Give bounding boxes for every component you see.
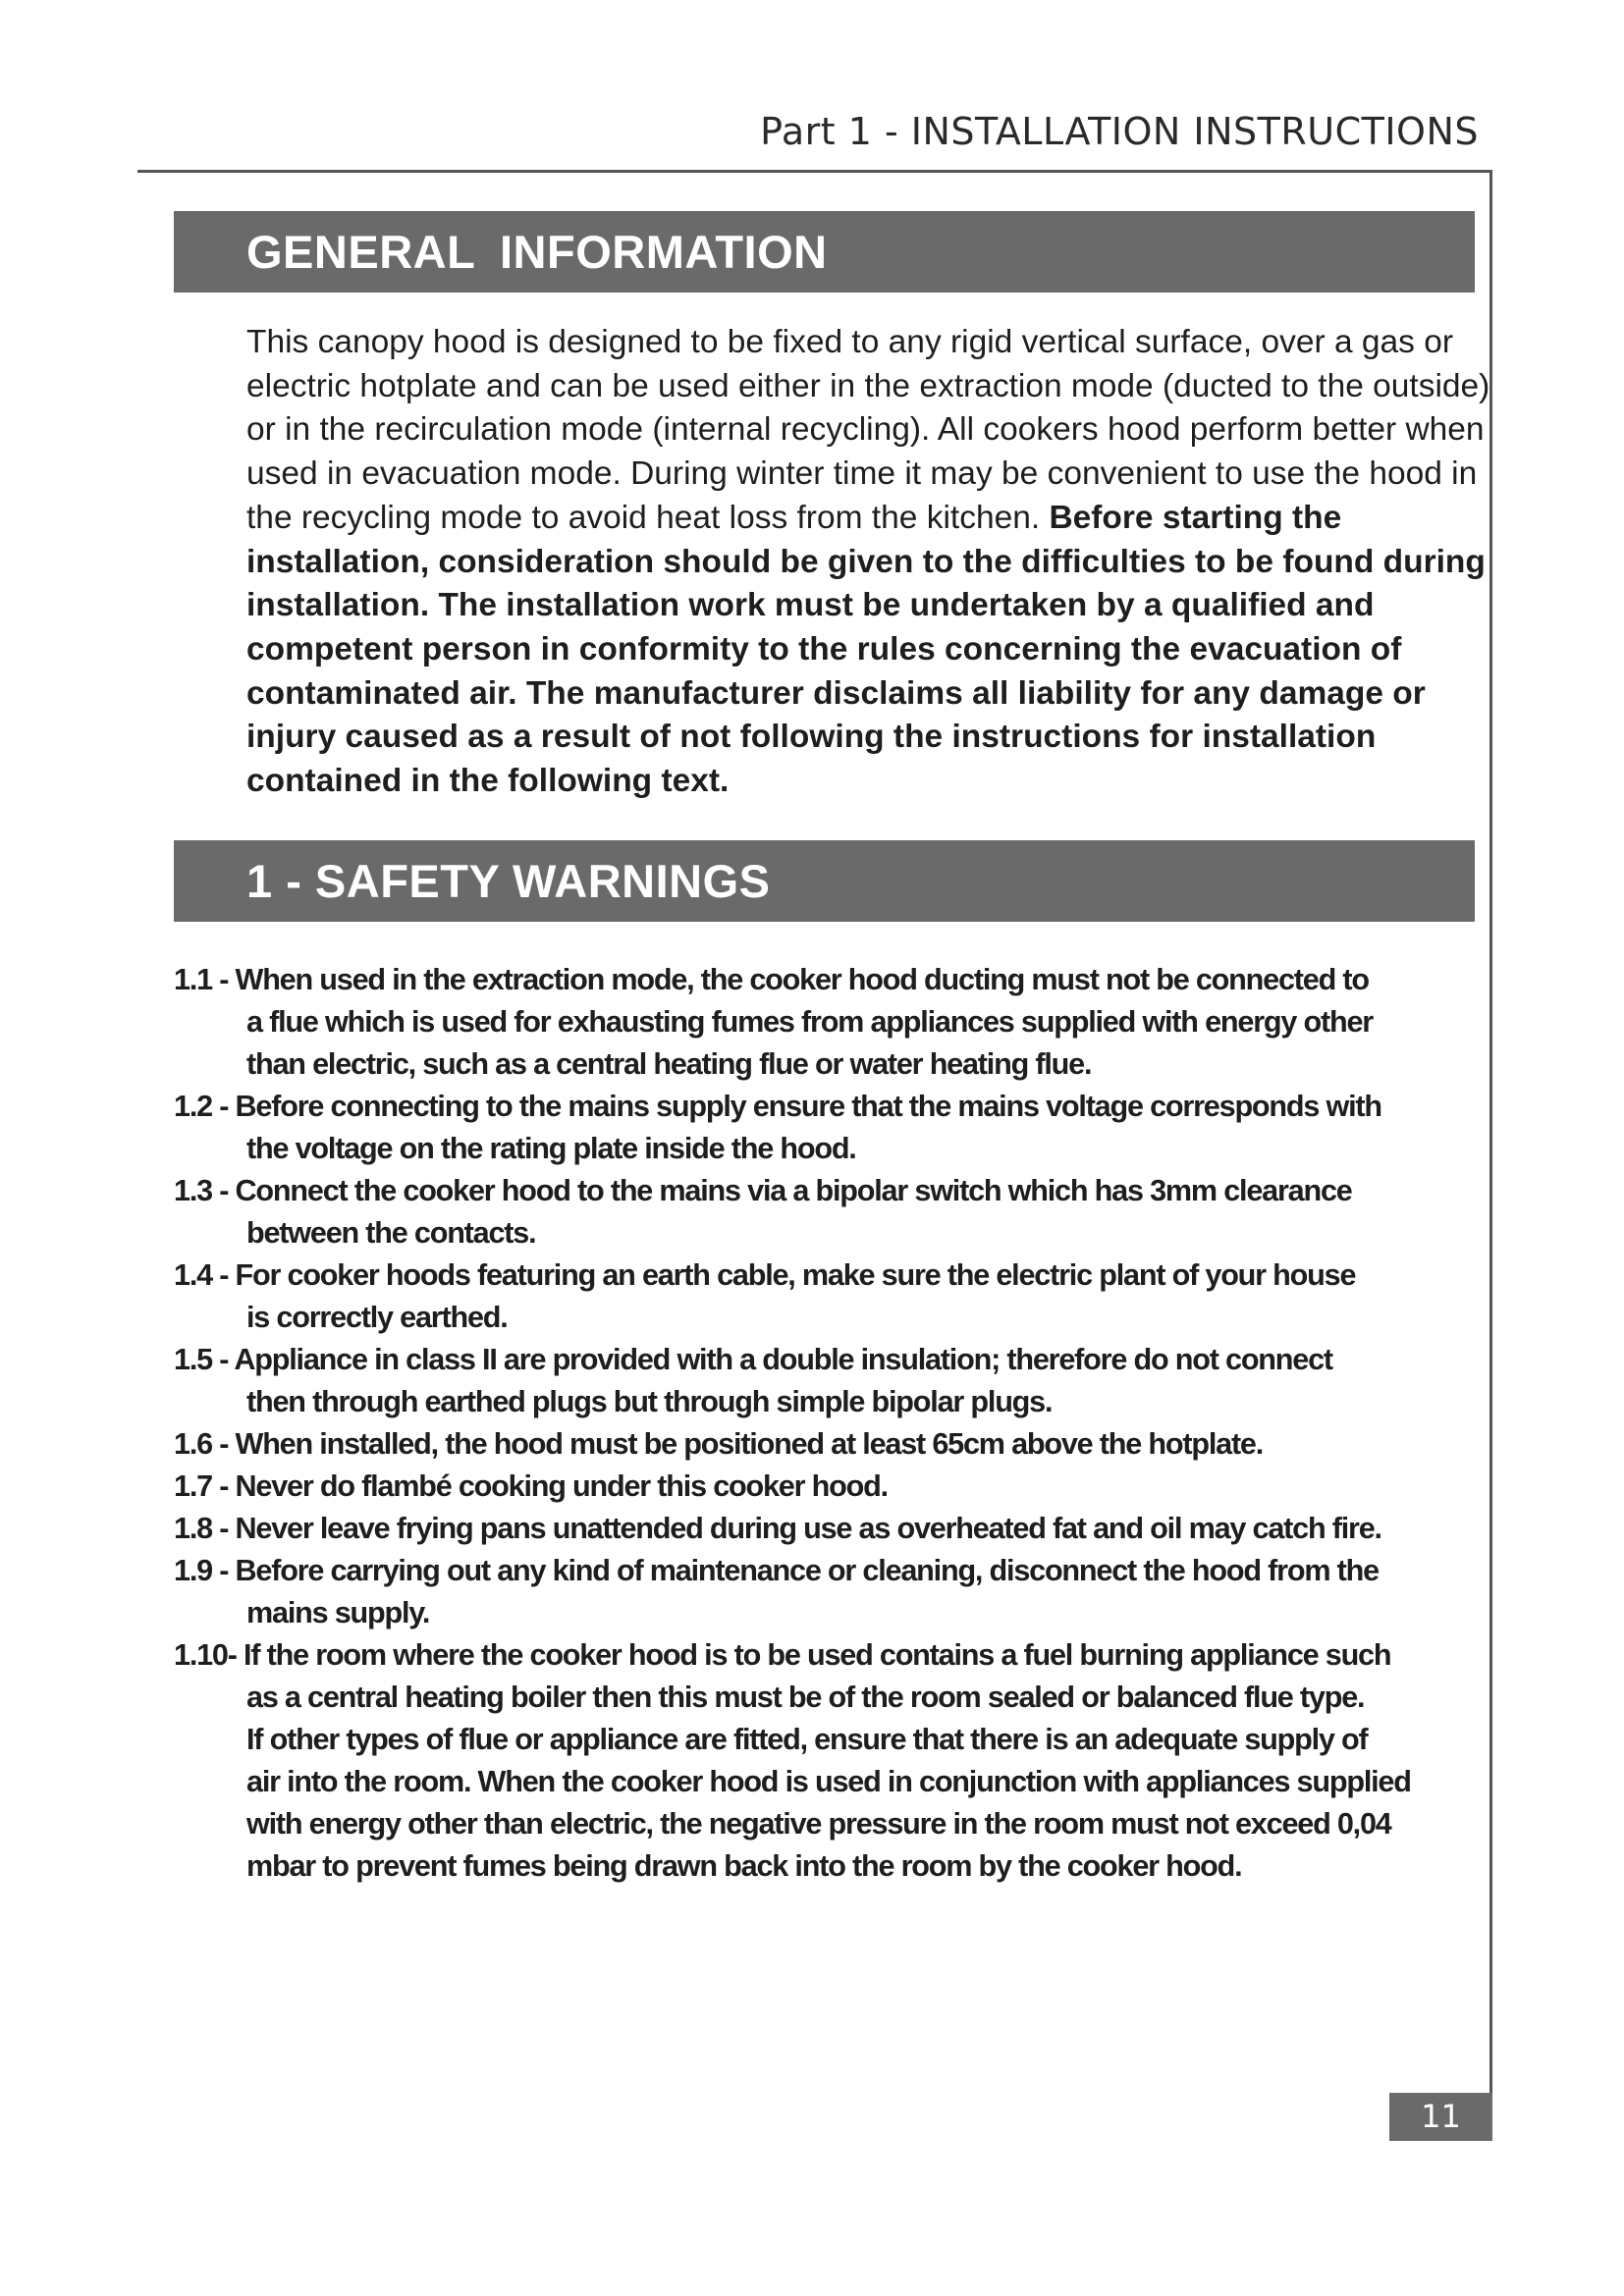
- safety-warning-continuation: If other types of flue or appliance are fitted, ensure that there is an adequate supply of: [246, 1723, 1368, 1756]
- safety-warnings-list: [174, 959, 1539, 1888]
- safety-warning-continuation: with energy other than electric, the negative pressure in the room must not exceed 0,04: [246, 1807, 1391, 1841]
- safety-warning-continuation: mbar to prevent fumes being drawn back into the room by the cooker hood.: [246, 1849, 1242, 1883]
- safety-warnings-heading: 1 - SAFETY WARNINGS: [174, 840, 1475, 922]
- safety-warning-item: [174, 1550, 1539, 1634]
- page-number: 11: [1389, 2093, 1492, 2141]
- safety-warning-continuation: then through earthed plugs but through simple bipolar plugs.: [246, 1385, 1053, 1418]
- header-divider: [137, 170, 1492, 173]
- safety-warning-item: [174, 959, 1539, 1086]
- general-information-text: [246, 321, 1513, 804]
- safety-warning-line: 1.10- If the room where the cooker hood is to be used contains a fuel burning appliance such: [174, 1638, 1391, 1672]
- safety-warning-continuation: mains supply.: [246, 1596, 430, 1629]
- safety-warning-item: [174, 1339, 1539, 1423]
- safety-warning-continuation: a flue which is used for exhausting fumes from appliances supplied with energy other: [246, 1005, 1373, 1039]
- safety-warning-line: 1.6 - When installed, the hood must be positioned at least 65cm above the hotplate.: [174, 1427, 1264, 1461]
- intro-normal-text: This canopy hood is designed to be fixed to any rigid vertical surface, over a gas or electric hotplate and can be used either in the extraction mode (ducted to the outside) or in the recirculation mode (internal recycling). All cookers hood perform better when used in evacuation mode. During winter time it may be convenient to use the hood in the recycling mode to avoid heat loss from the kitchen.: [246, 324, 1490, 536]
- safety-warning-item: [174, 1634, 1539, 1888]
- intro-bold-text: Before starting the installation, consideration should be given to the difficulties to be found during installation. The installation work must be undertaken by a qualified and competent person in conformity to the rules concerning the evacuation of contaminated air. The manufacturer disclaims all liability for any damage or injury caused as a result of not following the instructions for installation contained in the following text.: [246, 499, 1486, 800]
- safety-warning-item: [174, 1255, 1539, 1339]
- safety-warning-line: 1.7 - Never do flambé cooking under this cooker hood.: [174, 1469, 888, 1503]
- safety-warning-item: [174, 1466, 1539, 1508]
- safety-warning-line: 1.5 - Appliance in class II are provided with a double insulation; therefore do not connect: [174, 1343, 1332, 1376]
- safety-warning-continuation: between the contacts.: [246, 1216, 536, 1250]
- safety-warning-continuation: than electric, such as a central heating flue or water heating flue.: [246, 1047, 1092, 1081]
- safety-warning-line: 1.1 - When used in the extraction mode, the cooker hood ducting must not be connected to: [174, 963, 1369, 996]
- safety-warning-item: [174, 1170, 1539, 1255]
- safety-warning-continuation: as a central heating boiler then this must be of the room sealed or balanced flue type.: [246, 1681, 1365, 1714]
- safety-warning-line: 1.4 - For cooker hoods featuring an earth cable, make sure the electric plant of your house: [174, 1258, 1356, 1292]
- general-information-heading: GENERAL INFORMATION: [174, 211, 1475, 293]
- safety-warning-item: [174, 1086, 1539, 1170]
- page-header-title: Part 1 - INSTALLATION INSTRUCTIONS: [760, 110, 1479, 153]
- safety-warning-continuation: the voltage on the rating plate inside the hood.: [246, 1132, 856, 1165]
- safety-warning-line: 1.8 - Never leave frying pans unattended during use as overheated fat and oil may catch fire.: [174, 1512, 1381, 1545]
- safety-warning-line: 1.9 - Before carrying out any kind of maintenance or cleaning, disconnect the hood from the: [174, 1554, 1379, 1587]
- safety-warning-continuation: is correctly earthed.: [246, 1301, 508, 1334]
- safety-warning-continuation: air into the room. When the cooker hood is used in conjunction with appliances supplied: [246, 1765, 1411, 1798]
- safety-warning-item: [174, 1423, 1539, 1466]
- safety-warning-line: 1.3 - Connect the cooker hood to the mains via a bipolar switch which has 3mm clearance: [174, 1174, 1352, 1207]
- safety-warning-item: [174, 1508, 1539, 1550]
- safety-warning-line: 1.2 - Before connecting to the mains supply ensure that the mains voltage corresponds with: [174, 1090, 1381, 1123]
